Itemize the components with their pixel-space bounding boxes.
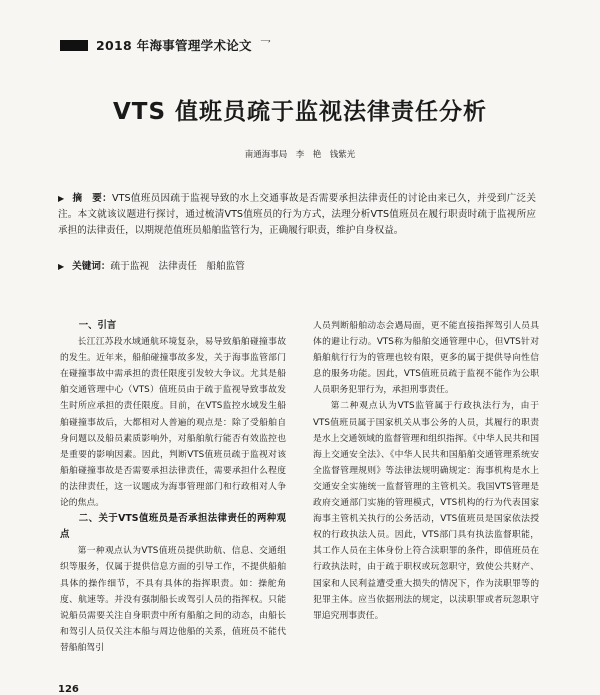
- article-title: VTS 值班员疏于监视法律责任分析: [112, 99, 488, 125]
- section-heading-two-views: 二、关于VTS值班员是否承担法律责任的两种观点: [60, 513, 286, 541]
- right-column: [313, 318, 539, 690]
- section-heading-introduction: 一、引言: [78, 320, 117, 331]
- arrow-icon: ▶: [58, 194, 65, 203]
- left-column: [60, 318, 286, 690]
- header-title: 2018 年海事管理学术论文: [96, 38, 252, 53]
- second-view-paragraph: 第二种观点认为VTS监管属于行政执法行为，由于VTS值班员属于国家机关从事公务的人员，其履行的职责是水上交通领域的监督管理和组织指挥。《中华人民共和国海上交通安全法》、《中华人民共和国船舶交通管理系统安全监督管理规则》等法律法规明确规定：海事机构是水上交通安全实施统一监督管理的主管机关。我国VTS管理是政府交通部门实施的管理模式，VTS机构的行为代表国家海事主管机关执行的公务活动，VTS值班员是国家依法授权的行政执法人员。因此，VTS部门具有执法监督职能，其工作人员在主体身份上符合渎职罪的条件，即值班员在行政执法时，由于疏于职权或玩忽职守，致使公共财产、国家和人民利益遭受重大损失的情况下，作为渎职罪等的犯罪主体。应当依据刑法的规定，以渎职罪或者玩忽职守罪追究刑事责任。: [313, 401, 539, 621]
- abstract-text: VTS值班员因疏于监视导致的水上交通事故是否需要承担法律责任的讨论由来已久，并受到广泛关注。本文就该议题进行探讨，通过梳清VTS值班员的行为方式，法理分析VTS值班员在履行职责时疏于监视所应承担的法律责任，以期规范值班员船舶监管行为，正确履行职责，维护自身权益。: [58, 193, 537, 236]
- keywords: [58, 259, 536, 275]
- arrow-icon: ▶: [58, 262, 65, 271]
- header-mark: 乛: [259, 39, 271, 52]
- first-view-paragraph: 第一种观点认为VTS值班员提供助航、信息、交通组织等服务，仅属于提供信息方面的引导工作，不提供船舶具体的操作细节，不具有具体的指挥职责。如：操舵角度、航速等。并没有强制船长或驾引人员的指挥权。只能说船员需要关注自身职责中所有船舶之间的动态，由船长和驾引人员仅关注本船与周边他船的关系，值班员不能代替船舶驾引: [60, 546, 286, 653]
- abstract-label: 摘 要：: [72, 193, 113, 204]
- page-number: 126: [58, 684, 79, 695]
- running-header: [60, 36, 271, 54]
- article-authors: 南通海事局 李 艳 钱紫光: [244, 150, 356, 160]
- header-bar-decoration: [60, 40, 88, 51]
- keywords-text: 疏于监视 法律责任 船舶监管: [110, 261, 245, 272]
- keywords-label: 关键词：: [72, 261, 111, 272]
- abstract: [58, 191, 536, 239]
- first-view-continuation: 人员判断船舶动态会遇局面，更不能直接指挥驾引人员具体的避让行动。VTS称为船舶交通管理中心，但VTS针对船舶航行行为的管理也较有限，更多的属于提供导向性信息的服务功能。因此，VTS值班员疏于监视不能作为公职人员职务犯罪行为，承担刑事责任。: [313, 321, 539, 396]
- introduction-paragraph: 长江江苏段水域通航环境复杂，易导致船舶碰撞事故的发生。近年来，船舶碰撞事故多发，关于海事监管部门在碰撞事故中需承担的责任限度引发较大争议。尤其是船舶交通管理中心（VTS）值班员由于疏于监视导致事故发生时所应承担的责任限度。目前，在VTS监控水域发生船舶碰撞事故后，大都相对人普遍的观点是：除了受船舶自身问题以及船员素质影响外，对船舶航行能否有效监控也是重要的影响因素。因此，判断VTS值班员疏于监视对该船舶碰撞事故是否需要承担法律责任，需要承担什么程度的法律责任，这一议题成为海事管理部门和行政相对人争论的焦点。: [60, 337, 286, 509]
